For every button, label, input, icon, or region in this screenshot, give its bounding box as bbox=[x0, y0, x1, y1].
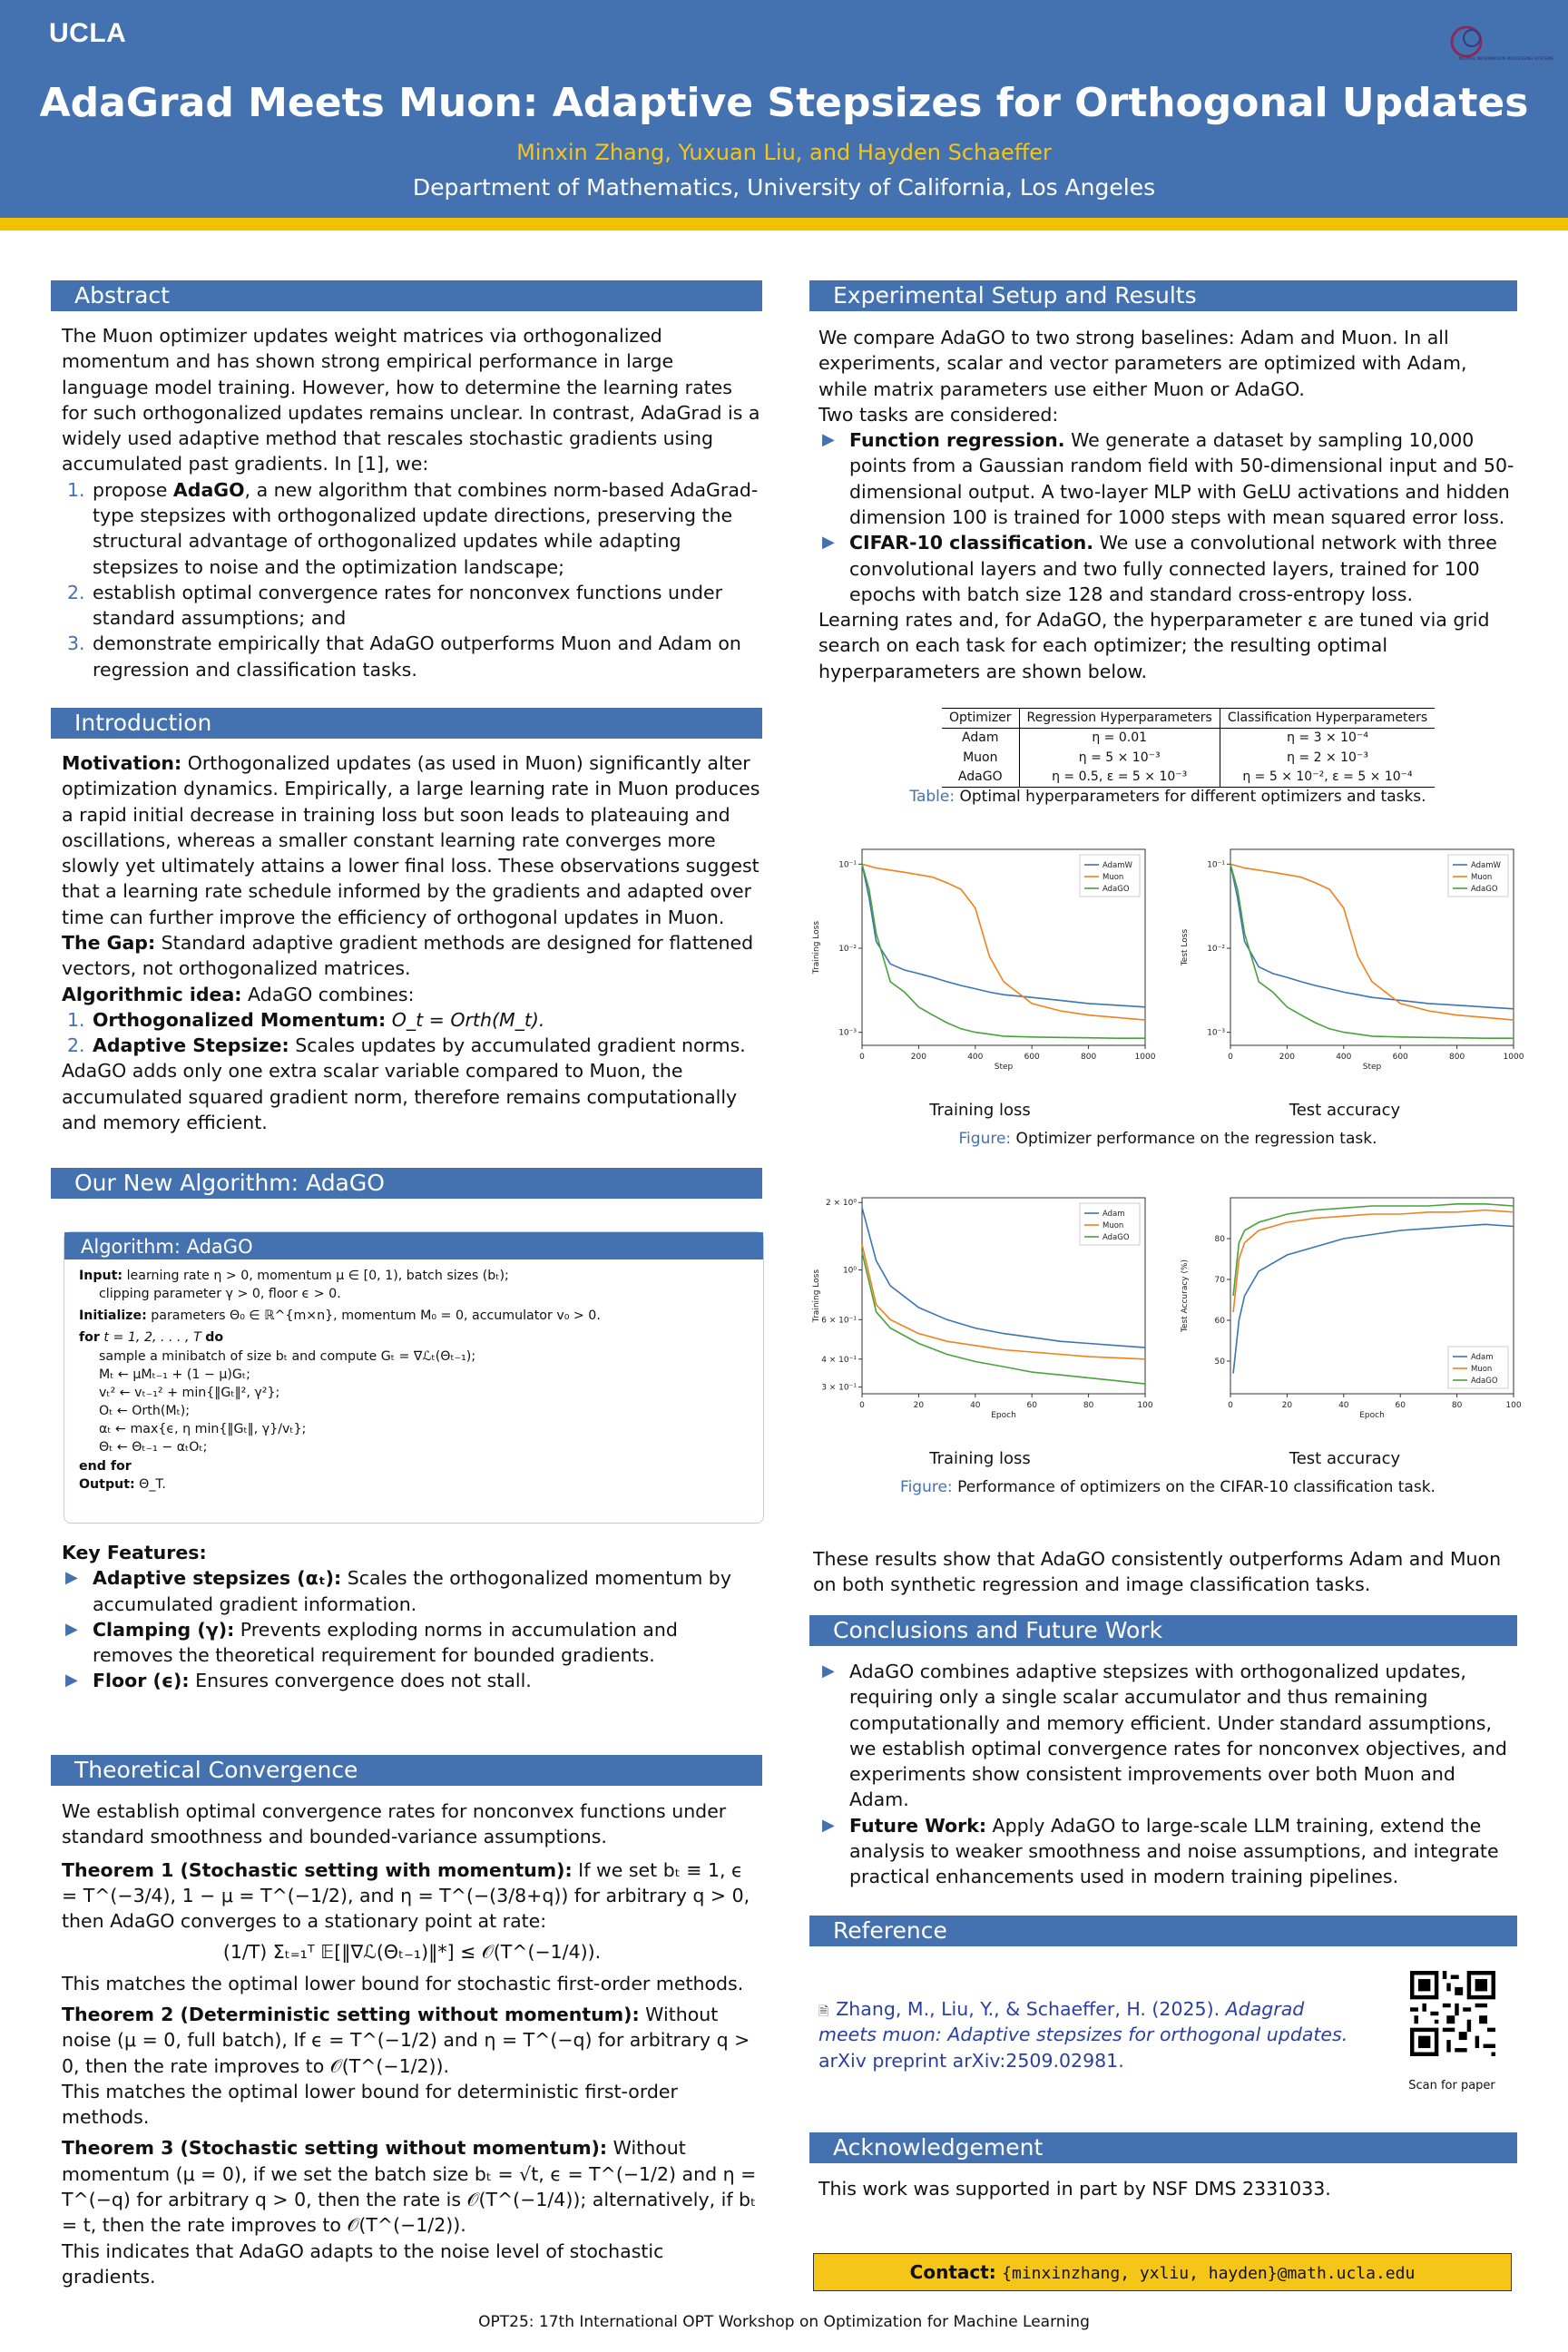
x-tick-label: 100 bbox=[1137, 1401, 1153, 1410]
algorithm-box bbox=[64, 1231, 764, 1524]
legend-label: AdaGO bbox=[1102, 1233, 1130, 1242]
x-tick-label: 0 bbox=[1228, 1401, 1233, 1410]
idea-paragraph: Algorithmic idea: AdaGO combines: bbox=[62, 983, 415, 1005]
y-tick-label: 4 × 10⁻¹ bbox=[821, 1355, 857, 1365]
list-item: ▶ Function regression. We generate a dataset by sampling 10,000 points from a Gaussian random field with 50-dimensional input and 50-dimensional output. A two-layer MLP with GeLU activations and hidden dimension 100 is trained for 1000 steps with mean squared error loss. bbox=[822, 429, 1514, 528]
x-tick-label: 80 bbox=[1451, 1401, 1463, 1410]
legend-label: Muon bbox=[1471, 873, 1493, 882]
legend-label: AdamW bbox=[1471, 861, 1501, 870]
results-text: These results show that AdaGO consistently outperforms Adam and Muon on both synthetic regression and image classification tasks. bbox=[813, 1548, 1502, 1596]
experiments-body bbox=[818, 325, 1517, 684]
algorithm-line: sample a minibatch of size bₜ and compute Gₜ = ∇ℒₜ(Θₜ₋₁); bbox=[99, 1348, 476, 1364]
cifar-training-loss-chart bbox=[808, 1189, 1154, 1434]
x-tick-label: 0 bbox=[1228, 1053, 1233, 1062]
x-tick-label: 200 bbox=[1279, 1053, 1295, 1062]
abstract-text: The Muon optimizer updates weight matrices via orthogonalized momentum and has shown strong empirical performance in large language model training. However, how to determine the learning rates for such orthogonalized updates remains unclear. In contrast, AdaGrad is a widely used adaptive method that rescales stochastic gradients using accumulated past gradients. In [1], we: bbox=[62, 325, 760, 475]
legend-label: AdaGO bbox=[1471, 1377, 1498, 1386]
header-gold-bar bbox=[0, 218, 1568, 230]
tasks-list bbox=[818, 427, 1517, 607]
list-item: 1. propose AdaGO, a new algorithm that combines norm-based AdaGrad-type stepsizes with orthogonalized update directions, preserving the structural advantage of orthogonalized updates while adapting stepsizes to noise and the optimization landscape; bbox=[67, 478, 759, 578]
abstract-body bbox=[62, 323, 762, 682]
y-tick-label: 60 bbox=[1214, 1317, 1225, 1326]
neurips-logo bbox=[1441, 22, 1553, 67]
x-tick-label: 0 bbox=[859, 1053, 865, 1062]
cifar-test-accuracy-chart bbox=[1176, 1189, 1523, 1434]
table-header: Classification Hyperparameters bbox=[1220, 709, 1435, 729]
theory-heading: Theoretical Convergence bbox=[51, 1755, 762, 1786]
y-tick-label: 2 × 10⁰ bbox=[825, 1199, 857, 1209]
y-tick-label: 10⁻² bbox=[838, 944, 857, 954]
x-tick-label: 800 bbox=[1081, 1053, 1097, 1062]
y-tick-label: 3 × 10⁻¹ bbox=[821, 1383, 857, 1393]
acknowledgement-heading: Acknowledgement bbox=[809, 2132, 1517, 2163]
y-axis-label: Test Loss bbox=[1181, 928, 1190, 966]
poster-authors: Minxin Zhang, Yuxuan Liu, and Hayden Schaeffer bbox=[516, 140, 1052, 165]
algorithm-output: Output: Θ_T. bbox=[79, 1476, 166, 1492]
algorithm-line: vₜ² ← vₜ₋₁² + min{‖Gₜ‖², γ²}; bbox=[99, 1385, 280, 1400]
abstract-heading: Abstract bbox=[51, 280, 762, 311]
algorithm-input: Input: learning rate η > 0, momentum μ ∈ [0, 1), batch sizes (bₜ); bbox=[79, 1269, 509, 1283]
key-features bbox=[62, 1540, 762, 1694]
theorem-2-note: This matches the optimal lower bound for deterministic first-order methods. bbox=[62, 2080, 678, 2129]
poster-affiliation: Department of Mathematics, University of California, Los Angeles bbox=[412, 174, 1156, 201]
motivation-paragraph: Motivation: Orthogonalized updates (as used in Muon) significantly alter optimization dynamics. Empirically, a large learning rate in Muon produces a rapid initial decrease in training loss but soon leads to plateauing and oscillations, whereas a smaller constant learning rate converges more slowly yet ultimately attains a lower final loss. These observations suggest that a learning rate schedule informed by the gradients and adapted over time can further improve the efficiency of orthogonal updates in Muon. bbox=[62, 752, 760, 928]
theorem-3-note: This indicates that AdaGO adapts to the noise level of stochastic gradients. bbox=[62, 2239, 664, 2288]
x-axis-label: Step bbox=[1362, 1063, 1382, 1072]
experiments-intro: We compare AdaGO to two strong baselines: Adam and Muon. In all experiments, scalar and vector parameters are optimized with Adam, while matrix parameters use either Muon or AdaGO. bbox=[818, 327, 1467, 400]
x-tick-label: 400 bbox=[967, 1053, 984, 1062]
y-tick-label: 10⁻¹ bbox=[1207, 860, 1225, 870]
legend-label: AdamW bbox=[1102, 861, 1132, 870]
y-tick-label: 80 bbox=[1214, 1235, 1225, 1244]
ucla-logo: UCLA bbox=[49, 18, 127, 48]
x-tick-label: 80 bbox=[1083, 1401, 1094, 1410]
algorithm-body bbox=[64, 1259, 763, 1501]
algorithm-line: Mₜ ← μMₜ₋₁ + (1 − μ)Gₜ; bbox=[99, 1367, 250, 1382]
legend-label: Muon bbox=[1471, 1365, 1493, 1374]
legend-label: Adam bbox=[1102, 1210, 1125, 1219]
introduction-heading: Introduction bbox=[51, 708, 762, 739]
contact-emails[interactable]: {minxinzhang, yxliu, hayden}@math.ucla.edu bbox=[1002, 2264, 1416, 2283]
x-tick-label: 100 bbox=[1505, 1401, 1522, 1410]
y-axis-label: Test Accuracy (%) bbox=[1181, 1259, 1190, 1333]
chart-title: Test accuracy bbox=[1289, 1449, 1401, 1468]
theorem-3: Theorem 3 (Stochastic setting without momentum): Without momentum (μ = 0), if we set the batch size bₜ = √t, ϵ = T^(−1/2) and η = T^(−q) for arbitrary q > 0, then the rate is 𝒪(T^(−1/4)); alternatively, if bₜ = t, then the rate improves to 𝒪(T^(−1/2)). bbox=[62, 2137, 757, 2237]
list-item: 2. establish optimal convergence rates for nonconvex functions under standard assumptions; and bbox=[67, 581, 723, 630]
algorithm-input-cont: clipping parameter γ > 0, floor ϵ > 0. bbox=[99, 1287, 341, 1302]
tuning-text: Learning rates and, for AdaGO, the hyperparameter ε are tuned via grid search on each task for each optimizer; the resulting optimal hyperparameters are shown below. bbox=[818, 609, 1490, 682]
list-item: ▶ Future Work: Apply AdaGO to large-scale LLM training, extend the analysis to weaker smoothness and noise assumptions, and integrate practical enhancements used in modern training pipelines. bbox=[822, 1814, 1499, 1888]
list-item: ▶ AdaGO combines adaptive stepsizes with orthogonalized updates, requiring only a single scalar accumulator and thus remaining computationally and memory efficient. Under standard assumptions, we establish optimal convergence rates for nonconvex objectives, and experiments show consistent improvements over both Muon and Adam. bbox=[822, 1661, 1507, 1811]
table-row: AdaGO η = 0.5, ε = 5 × 10⁻³ η = 5 × 10⁻², ε = 5 × 10⁻⁴ bbox=[942, 768, 1435, 788]
algorithm-end-for: end for bbox=[79, 1458, 132, 1474]
poster-title: AdaGrad Meets Muon: Adaptive Stepsizes for Orthogonal Updates bbox=[39, 80, 1529, 126]
chart-title: Training loss bbox=[929, 1101, 1031, 1120]
x-tick-label: 1000 bbox=[1134, 1053, 1156, 1062]
reference-heading: Reference bbox=[809, 1916, 1517, 1946]
x-tick-label: 400 bbox=[1336, 1053, 1352, 1062]
algorithm-init: Initialize: parameters Θ₀ ∈ ℝ^{m×n}, momentum M₀ = 0, accumulator v₀ > 0. bbox=[79, 1308, 601, 1324]
x-axis-label: Step bbox=[994, 1063, 1014, 1072]
idea-list bbox=[62, 1007, 762, 1059]
algorithm-line: Θₜ ← Θₜ₋₁ − αₜOₜ; bbox=[99, 1440, 208, 1455]
x-tick-label: 40 bbox=[970, 1401, 981, 1410]
x-tick-label: 60 bbox=[1026, 1401, 1037, 1410]
legend-label: AdaGO bbox=[1471, 885, 1498, 894]
acknowledgement-text: This work was supported in part by NSF DMS 2331033. bbox=[818, 2178, 1331, 2200]
experiments-heading: Experimental Setup and Results bbox=[809, 280, 1517, 311]
x-tick-label: 600 bbox=[1024, 1053, 1040, 1062]
x-tick-label: 200 bbox=[910, 1053, 926, 1062]
legend-label: Muon bbox=[1102, 873, 1124, 882]
y-tick-label: 10⁻³ bbox=[838, 1028, 857, 1038]
chart-title: Test accuracy bbox=[1289, 1101, 1401, 1120]
list-item: ▶ Adaptive stepsizes (αₜ): Scales the orthogonalized momentum by accumulated gradient information. bbox=[65, 1567, 731, 1615]
conclusions-body bbox=[818, 1659, 1517, 1890]
figure-1-caption: Figure: Optimizer performance on the regression task. bbox=[958, 1130, 1377, 1148]
y-tick-label: 10⁻¹ bbox=[838, 860, 857, 870]
gap-paragraph: The Gap: Standard adaptive gradient methods are designed for flattened vectors, not orthogonalized matrices. bbox=[62, 931, 754, 980]
list-item: ▶ Clamping (γ): Prevents exploding norms in accumulation and removes the theoretical requirement for bounded gradients. bbox=[65, 1618, 678, 1667]
algorithm-box-title: Algorithm: AdaGO bbox=[64, 1232, 763, 1259]
legend-label: Muon bbox=[1102, 1221, 1124, 1230]
y-axis-label: Training Loss bbox=[812, 920, 821, 975]
abstract-list bbox=[62, 477, 762, 682]
x-tick-label: 40 bbox=[1338, 1401, 1349, 1410]
svg-text:NEURAL INFORMATION PROCESSING: NEURAL INFORMATION PROCESSING SYSTEMS bbox=[1459, 57, 1553, 62]
conclusions-heading: Conclusions and Future Work bbox=[809, 1615, 1517, 1646]
algorithm-line: αₜ ← max{ϵ, η min{‖Gₜ‖, γ}/vₜ}; bbox=[99, 1422, 307, 1437]
x-axis-label: Epoch bbox=[1359, 1411, 1385, 1420]
qr-code-icon[interactable] bbox=[1410, 1971, 1495, 2056]
tasks-intro: Two tasks are considered: bbox=[818, 403, 1059, 426]
x-axis-label: Epoch bbox=[991, 1411, 1016, 1420]
list-item: 2. Adaptive Stepsize: Scales updates by accumulated gradient norms. bbox=[67, 1034, 746, 1057]
closing-paragraph: AdaGO adds only one extra scalar variable compared to Muon, the accumulated squared gradient norm, therefore remains computationally and memory efficient. bbox=[62, 1060, 738, 1133]
y-tick-label: 10⁻² bbox=[1207, 944, 1225, 954]
document-icon: 🗎 bbox=[818, 2004, 829, 2019]
y-tick-label: 6 × 10⁻¹ bbox=[821, 1316, 857, 1326]
y-tick-label: 10⁰ bbox=[842, 1266, 857, 1276]
algorithm-for: for t = 1, 2, . . . , T do bbox=[79, 1330, 224, 1346]
theorem-1-formula: (1/T) Σₜ₌₁ᵀ 𝔼[‖∇ℒ(Θₜ₋₁)‖*] ≤ 𝒪(T^(−1/4)). bbox=[222, 1941, 602, 1964]
table-row: Muon η = 5 × 10⁻³ η = 2 × 10⁻³ bbox=[942, 749, 1435, 768]
figure-2-caption: Figure: Performance of optimizers on the CIFAR-10 classification task. bbox=[900, 1478, 1436, 1496]
theory-body bbox=[62, 1798, 762, 2289]
list-item: 1. Orthogonalized Momentum: O_t = Orth(M_t). bbox=[67, 1008, 545, 1031]
chart-title: Training loss bbox=[929, 1449, 1031, 1468]
regression-training-loss-chart bbox=[808, 840, 1154, 1085]
theorem-1: Theorem 1 (Stochastic setting with momentum): If we set bₜ ≡ 1, ϵ = T^(−3/4), 1 − μ = T^(−1/2), and η = T^(−(3/8+q)) for arbitrary q > 0, then AdaGO converges to a stationary point at rate: bbox=[62, 1858, 750, 1933]
x-tick-label: 800 bbox=[1449, 1053, 1465, 1062]
x-tick-label: 0 bbox=[859, 1401, 865, 1410]
algorithm-heading: Our New Algorithm: AdaGO bbox=[51, 1168, 762, 1199]
poster-footer: OPT25: 17th International OPT Workshop on Optimization for Machine Learning bbox=[478, 2313, 1090, 2331]
table-caption: Table: Optimal hyperparameters for different optimizers and tasks. bbox=[909, 788, 1426, 806]
table-row: Adam η = 0.01 η = 3 × 10⁻⁴ bbox=[942, 729, 1435, 749]
key-features-heading: Key Features: bbox=[62, 1542, 207, 1563]
x-tick-label: 20 bbox=[913, 1401, 925, 1410]
contact-box: Contact: {minxinzhang, yxliu, hayden}@math.ucla.edu bbox=[813, 2253, 1512, 2291]
key-features-list bbox=[62, 1565, 762, 1693]
theory-intro: We establish optimal convergence rates for nonconvex functions under standard smoothness and bounded-variance assumptions. bbox=[62, 1800, 727, 1848]
x-tick-label: 20 bbox=[1281, 1401, 1293, 1410]
table-header: Regression Hyperparameters bbox=[1019, 709, 1220, 729]
y-axis-label: Training Loss bbox=[812, 1269, 821, 1323]
x-tick-label: 1000 bbox=[1503, 1053, 1524, 1062]
y-tick-label: 70 bbox=[1214, 1276, 1225, 1285]
algorithm-line: Oₜ ← Orth(Mₜ); bbox=[99, 1404, 191, 1419]
theorem-1-note: This matches the optimal lower bound for stochastic first-order methods. bbox=[62, 1972, 744, 1994]
x-tick-label: 60 bbox=[1395, 1401, 1406, 1410]
list-item: 3. demonstrate empirically that AdaGO outperforms Muon and Adam on regression and classification tasks. bbox=[67, 632, 741, 681]
list-item: ▶ CIFAR-10 classification. We use a convolutional network with three convolutional layers and two fully connected layers, trained for 100 epochs with batch size 128 and standard cross-entropy loss. bbox=[822, 532, 1497, 605]
introduction-body bbox=[62, 750, 762, 1135]
regression-test-loss-chart bbox=[1176, 840, 1523, 1085]
table-header: Optimizer bbox=[949, 710, 1012, 725]
qr-caption: Scan for paper bbox=[1408, 2079, 1495, 2092]
legend-label: AdaGO bbox=[1102, 885, 1130, 894]
reference-entry[interactable]: 🗎 Zhang, M., Liu, Y., & Schaeffer, H. (2025). Adagrad meets muon: Adaptive stepsizes for orthogonal updates. arXiv preprint arXiv:2509.02981. bbox=[818, 1998, 1348, 2072]
conclusions-list bbox=[818, 1659, 1517, 1890]
y-tick-label: 50 bbox=[1214, 1357, 1225, 1367]
x-tick-label: 600 bbox=[1392, 1053, 1408, 1062]
y-tick-label: 10⁻³ bbox=[1207, 1028, 1225, 1038]
theorem-2: Theorem 2 (Deterministic setting without momentum): Without noise (μ = 0, full batch), If ϵ = T^(−1/2) and η = T^(−q) for arbitrary q > 0, then the rate improves to 𝒪(T^(−1/2)). bbox=[62, 2003, 750, 2077]
legend-label: Adam bbox=[1471, 1353, 1494, 1362]
list-item: ▶ Floor (ϵ): Ensures convergence does not stall. bbox=[65, 1670, 532, 1692]
hyperparameter-table bbox=[942, 708, 1435, 788]
